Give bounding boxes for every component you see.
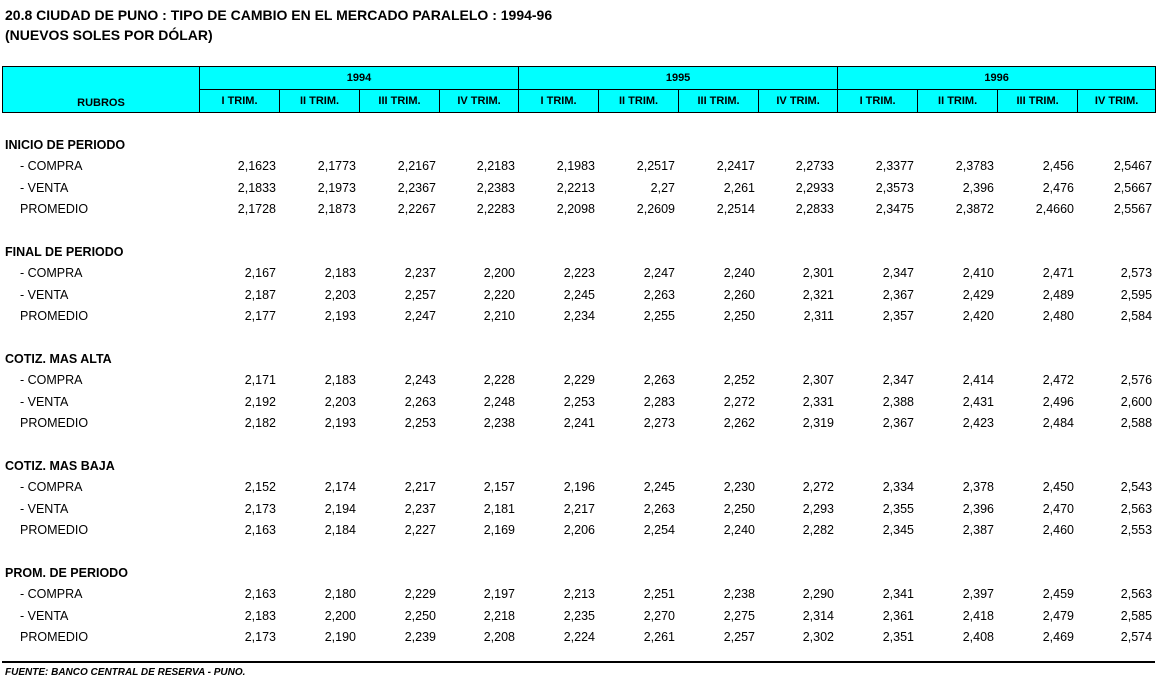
value-cell: 2,431: [962, 394, 994, 409]
value-cell: 2,2167: [397, 159, 436, 174]
value-cell: 2,193: [324, 416, 356, 431]
value-cell: 2,2733: [795, 159, 834, 174]
year-header: 1996: [838, 67, 1156, 90]
row-label: - COMPRA: [20, 373, 83, 388]
value-cell: 2,347: [882, 266, 914, 281]
value-cell: 2,480: [1042, 309, 1074, 324]
value-cell: 2,2514: [716, 202, 755, 217]
value-cell: 2,203: [324, 287, 356, 302]
value-cell: 2,157: [483, 480, 515, 495]
table-row: [2, 477, 1155, 499]
value-cell: 2,240: [723, 266, 755, 281]
value-cell: 2,193: [324, 309, 356, 324]
value-cell: 2,408: [962, 630, 994, 645]
value-cell: 2,260: [723, 287, 755, 302]
value-cell: 2,181: [483, 501, 515, 516]
value-cell: 2,459: [1042, 587, 1074, 602]
table-row: [2, 605, 1155, 627]
value-cell: 2,192: [244, 394, 276, 409]
value-cell: 2,418: [962, 608, 994, 623]
value-cell: 2,229: [563, 373, 595, 388]
value-cell: 2,563: [1120, 501, 1153, 516]
value-cell: 2,261: [723, 180, 755, 195]
value-cell: 2,2367: [397, 180, 436, 195]
value-cell: 2,5467: [1113, 159, 1153, 174]
row-label: - VENTA: [20, 501, 69, 516]
value-cell: 2,194: [324, 501, 356, 516]
value-cell: 2,5667: [1113, 180, 1153, 195]
value-cell: 2,3573: [875, 180, 914, 195]
bottom-rule: [2, 661, 1155, 663]
quarter-header: I TRIM.: [838, 90, 918, 113]
value-cell: 2,272: [723, 394, 755, 409]
value-cell: 2,2417: [716, 159, 755, 174]
value-cell: 2,183: [324, 266, 356, 281]
value-cell: 2,2267: [397, 202, 436, 217]
quarter-header: III TRIM.: [679, 90, 759, 113]
section-row: [2, 241, 1155, 263]
value-cell: 2,5567: [1113, 202, 1153, 217]
section-title: COTIZ. MAS ALTA: [5, 351, 112, 366]
value-cell: 2,203: [324, 394, 356, 409]
row-label: PROMEDIO: [20, 416, 89, 431]
value-cell: 2,235: [563, 608, 595, 623]
value-cell: 2,238: [723, 587, 755, 602]
value-cell: 2,163: [244, 523, 276, 538]
value-cell: 2,208: [483, 630, 515, 645]
value-cell: 2,247: [404, 309, 436, 324]
value-cell: 2,420: [962, 309, 994, 324]
quarter-header: II TRIM.: [280, 90, 360, 113]
value-cell: 2,1973: [317, 180, 356, 195]
value-cell: 2,182: [244, 416, 276, 431]
value-cell: 2,1983: [556, 159, 595, 174]
quarter-header: IV TRIM.: [440, 90, 519, 113]
table-row: [2, 199, 1155, 221]
value-cell: 2,227: [404, 523, 436, 538]
quarter-header: IV TRIM.: [1078, 90, 1156, 113]
value-cell: 2,250: [404, 608, 436, 623]
section-title: COTIZ. MAS BAJA: [5, 458, 115, 473]
row-label: - COMPRA: [20, 587, 83, 602]
value-cell: 2,237: [404, 501, 436, 516]
value-cell: 2,470: [1042, 501, 1074, 516]
row-label: - COMPRA: [20, 159, 83, 174]
value-cell: 2,311: [803, 309, 834, 324]
value-cell: 2,302: [802, 630, 834, 645]
value-cell: 2,351: [882, 630, 914, 645]
value-cell: 2,239: [404, 630, 436, 645]
value-cell: 2,27: [650, 180, 675, 195]
value-cell: 2,355: [882, 501, 914, 516]
value-cell: 2,429: [962, 287, 994, 302]
value-cell: 2,177: [244, 309, 276, 324]
value-cell: 2,218: [483, 608, 515, 623]
value-cell: 2,272: [802, 480, 834, 495]
value-cell: 2,206: [563, 523, 595, 538]
value-cell: 2,588: [1120, 416, 1153, 431]
quarter-header: II TRIM.: [599, 90, 679, 113]
value-cell: 2,345: [882, 523, 914, 538]
year-header: 1994: [200, 67, 519, 90]
value-cell: 2,479: [1042, 608, 1074, 623]
value-cell: 2,290: [802, 587, 834, 602]
value-cell: 2,2213: [556, 180, 595, 195]
table-row: [2, 156, 1155, 178]
spacer-row: [2, 541, 1155, 562]
value-cell: 2,301: [802, 266, 834, 281]
row-label: - VENTA: [20, 394, 69, 409]
value-cell: 2,3475: [875, 202, 914, 217]
value-cell: 2,334: [882, 480, 914, 495]
value-cell: 2,3872: [955, 202, 994, 217]
value-cell: 2,2183: [476, 159, 515, 174]
spacer-row: [2, 220, 1155, 241]
value-cell: 2,238: [483, 416, 515, 431]
value-cell: 2,471: [1042, 266, 1074, 281]
spacer-row: [2, 434, 1155, 455]
value-cell: 2,584: [1120, 309, 1153, 324]
value-cell: 2,293: [802, 501, 834, 516]
value-cell: 2,1773: [317, 159, 356, 174]
value-cell: 2,213: [563, 587, 595, 602]
value-cell: 2,489: [1042, 287, 1074, 302]
value-cell: 2,2098: [556, 202, 595, 217]
value-cell: 2,252: [723, 373, 755, 388]
value-cell: 2,190: [324, 630, 356, 645]
quarter-header: I TRIM.: [200, 90, 280, 113]
value-cell: 2,247: [643, 266, 675, 281]
value-cell: 2,563: [1120, 587, 1153, 602]
value-cell: 2,585: [1120, 608, 1153, 623]
row-label: - VENTA: [20, 180, 69, 195]
section-row: [2, 562, 1155, 584]
row-label: PROMEDIO: [20, 630, 89, 645]
table-row: [2, 306, 1155, 328]
value-cell: 2,283: [643, 394, 675, 409]
value-cell: 2,197: [483, 587, 515, 602]
value-cell: 2,456: [1042, 159, 1074, 174]
value-cell: 2,152: [244, 480, 276, 495]
section-row: [2, 348, 1155, 370]
table-row: [2, 391, 1155, 413]
value-cell: 2,595: [1120, 287, 1153, 302]
spacer-row: [2, 327, 1155, 348]
value-cell: 2,307: [802, 373, 834, 388]
value-cell: 2,228: [483, 373, 515, 388]
row-label: PROMEDIO: [20, 523, 89, 538]
value-cell: 2,496: [1042, 394, 1074, 409]
value-cell: 2,223: [563, 266, 595, 281]
value-cell: 2,241: [563, 416, 595, 431]
value-cell: 2,270: [643, 608, 675, 623]
value-cell: 2,341: [882, 587, 914, 602]
value-cell: 2,234: [563, 309, 595, 324]
value-cell: 2,1623: [237, 159, 276, 174]
value-cell: 2,171: [244, 373, 276, 388]
row-label: - VENTA: [20, 608, 69, 623]
quarter-header: III TRIM.: [360, 90, 440, 113]
value-cell: 2,229: [404, 587, 436, 602]
table-row: [2, 177, 1155, 199]
value-cell: 2,314: [802, 608, 834, 623]
value-cell: 2,173: [244, 501, 276, 516]
section-title: PROM. DE PERIODO: [5, 565, 128, 580]
value-cell: 2,1728: [237, 202, 276, 217]
value-cell: 2,250: [723, 309, 755, 324]
value-cell: 2,248: [483, 394, 515, 409]
value-cell: 2,257: [723, 630, 755, 645]
value-cell: 2,387: [962, 523, 994, 538]
value-cell: 2,3783: [955, 159, 994, 174]
value-cell: 2,251: [643, 587, 675, 602]
rubros-header: RUBROS: [3, 67, 200, 113]
value-cell: 2,174: [324, 480, 356, 495]
value-cell: 2,196: [563, 480, 595, 495]
table-row: [2, 627, 1155, 649]
value-cell: 2,169: [483, 523, 515, 538]
table-row: [2, 413, 1155, 435]
value-cell: 2,423: [962, 416, 994, 431]
quarter-header: III TRIM.: [998, 90, 1078, 113]
value-cell: 2,2833: [795, 202, 834, 217]
row-label: - COMPRA: [20, 480, 83, 495]
value-cell: 2,261: [643, 630, 675, 645]
table-row: [2, 263, 1155, 285]
value-cell: 2,263: [404, 394, 436, 409]
quarter-header: I TRIM.: [519, 90, 599, 113]
value-cell: 2,240: [723, 523, 755, 538]
page-subtitle: (NUEVOS SOLES POR DÓLAR): [5, 27, 213, 43]
value-cell: 2,262: [723, 416, 755, 431]
value-cell: 2,378: [962, 480, 994, 495]
table-row: [2, 284, 1155, 306]
value-cell: 2,553: [1120, 523, 1153, 538]
source-note: FUENTE: BANCO CENTRAL DE RESERVA - PUNO.: [5, 667, 246, 678]
value-cell: 2,410: [962, 266, 994, 281]
value-cell: 2,347: [882, 373, 914, 388]
value-cell: 2,237: [404, 266, 436, 281]
value-cell: 2,183: [324, 373, 356, 388]
value-cell: 2,253: [404, 416, 436, 431]
value-cell: 2,2283: [476, 202, 515, 217]
value-cell: 2,388: [882, 394, 914, 409]
value-cell: 2,357: [882, 309, 914, 324]
value-cell: 2,2517: [636, 159, 675, 174]
value-cell: 2,250: [723, 501, 755, 516]
value-cell: 2,2609: [636, 202, 675, 217]
value-cell: 2,321: [802, 287, 834, 302]
value-cell: 2,245: [643, 480, 675, 495]
value-cell: 2,472: [1042, 373, 1074, 388]
value-cell: 2,2933: [795, 180, 834, 195]
value-cell: 2,4660: [1035, 202, 1074, 217]
value-cell: 2,217: [404, 480, 436, 495]
value-cell: 2,245: [563, 287, 595, 302]
data-table: [2, 134, 1155, 648]
value-cell: 2,367: [882, 287, 914, 302]
value-cell: 2,1833: [237, 180, 276, 195]
value-cell: 2,450: [1042, 480, 1074, 495]
section-row: [2, 455, 1155, 477]
value-cell: 2,3377: [875, 159, 914, 174]
value-cell: 2,600: [1120, 394, 1153, 409]
value-cell: 2,469: [1042, 630, 1074, 645]
value-cell: 2,173: [244, 630, 276, 645]
year-header: 1995: [519, 67, 838, 90]
value-cell: 2,396: [962, 180, 994, 195]
value-cell: 2,253: [563, 394, 595, 409]
value-cell: 2,230: [723, 480, 755, 495]
value-cell: 2,484: [1042, 416, 1074, 431]
table-row: [2, 520, 1155, 542]
value-cell: 2,396: [962, 501, 994, 516]
row-label: - VENTA: [20, 287, 69, 302]
value-cell: 2,331: [802, 394, 834, 409]
value-cell: 2,1873: [317, 202, 356, 217]
value-cell: 2,263: [643, 373, 675, 388]
table-row: [2, 370, 1155, 392]
value-cell: 2,180: [324, 587, 356, 602]
value-cell: 2,543: [1120, 480, 1153, 495]
value-cell: 2,397: [962, 587, 994, 602]
section-row: [2, 134, 1155, 156]
value-cell: 2,576: [1120, 373, 1153, 388]
value-cell: 2,184: [324, 523, 356, 538]
table-row: [2, 498, 1155, 520]
value-cell: 2,224: [563, 630, 595, 645]
value-cell: 2,273: [643, 416, 675, 431]
row-label: PROMEDIO: [20, 309, 89, 324]
value-cell: 2,361: [882, 608, 914, 623]
value-cell: 2,254: [643, 523, 675, 538]
value-cell: 2,275: [723, 608, 755, 623]
value-cell: 2,200: [324, 608, 356, 623]
value-cell: 2,476: [1042, 180, 1074, 195]
value-cell: 2,220: [483, 287, 515, 302]
value-cell: 2,187: [244, 287, 276, 302]
value-cell: 2,460: [1042, 523, 1074, 538]
value-cell: 2,217: [563, 501, 595, 516]
value-cell: 2,319: [802, 416, 834, 431]
value-cell: 2,183: [244, 608, 276, 623]
section-title: INICIO DE PERIODO: [5, 137, 126, 152]
quarter-header: IV TRIM.: [759, 90, 838, 113]
section-title: FINAL DE PERIODO: [5, 244, 124, 259]
value-cell: 2,255: [643, 309, 675, 324]
table-header: [2, 66, 1156, 113]
value-cell: 2,243: [404, 373, 436, 388]
value-cell: 2,167: [244, 266, 276, 281]
value-cell: 2,263: [643, 501, 675, 516]
value-cell: 2,414: [962, 373, 994, 388]
value-cell: 2,574: [1120, 630, 1153, 645]
quarter-header: II TRIM.: [918, 90, 998, 113]
row-label: PROMEDIO: [20, 202, 89, 217]
value-cell: 2,257: [404, 287, 436, 302]
table-row: [2, 584, 1155, 606]
value-cell: 2,282: [802, 523, 834, 538]
value-cell: 2,163: [244, 587, 276, 602]
value-cell: 2,573: [1120, 266, 1153, 281]
value-cell: 2,263: [643, 287, 675, 302]
value-cell: 2,200: [483, 266, 515, 281]
value-cell: 2,2383: [476, 180, 515, 195]
value-cell: 2,210: [483, 309, 515, 324]
value-cell: 2,367: [882, 416, 914, 431]
row-label: - COMPRA: [20, 266, 83, 281]
page-title: 20.8 CIUDAD DE PUNO : TIPO DE CAMBIO EN EL MERCADO PARALELO : 1994-96: [5, 7, 553, 23]
